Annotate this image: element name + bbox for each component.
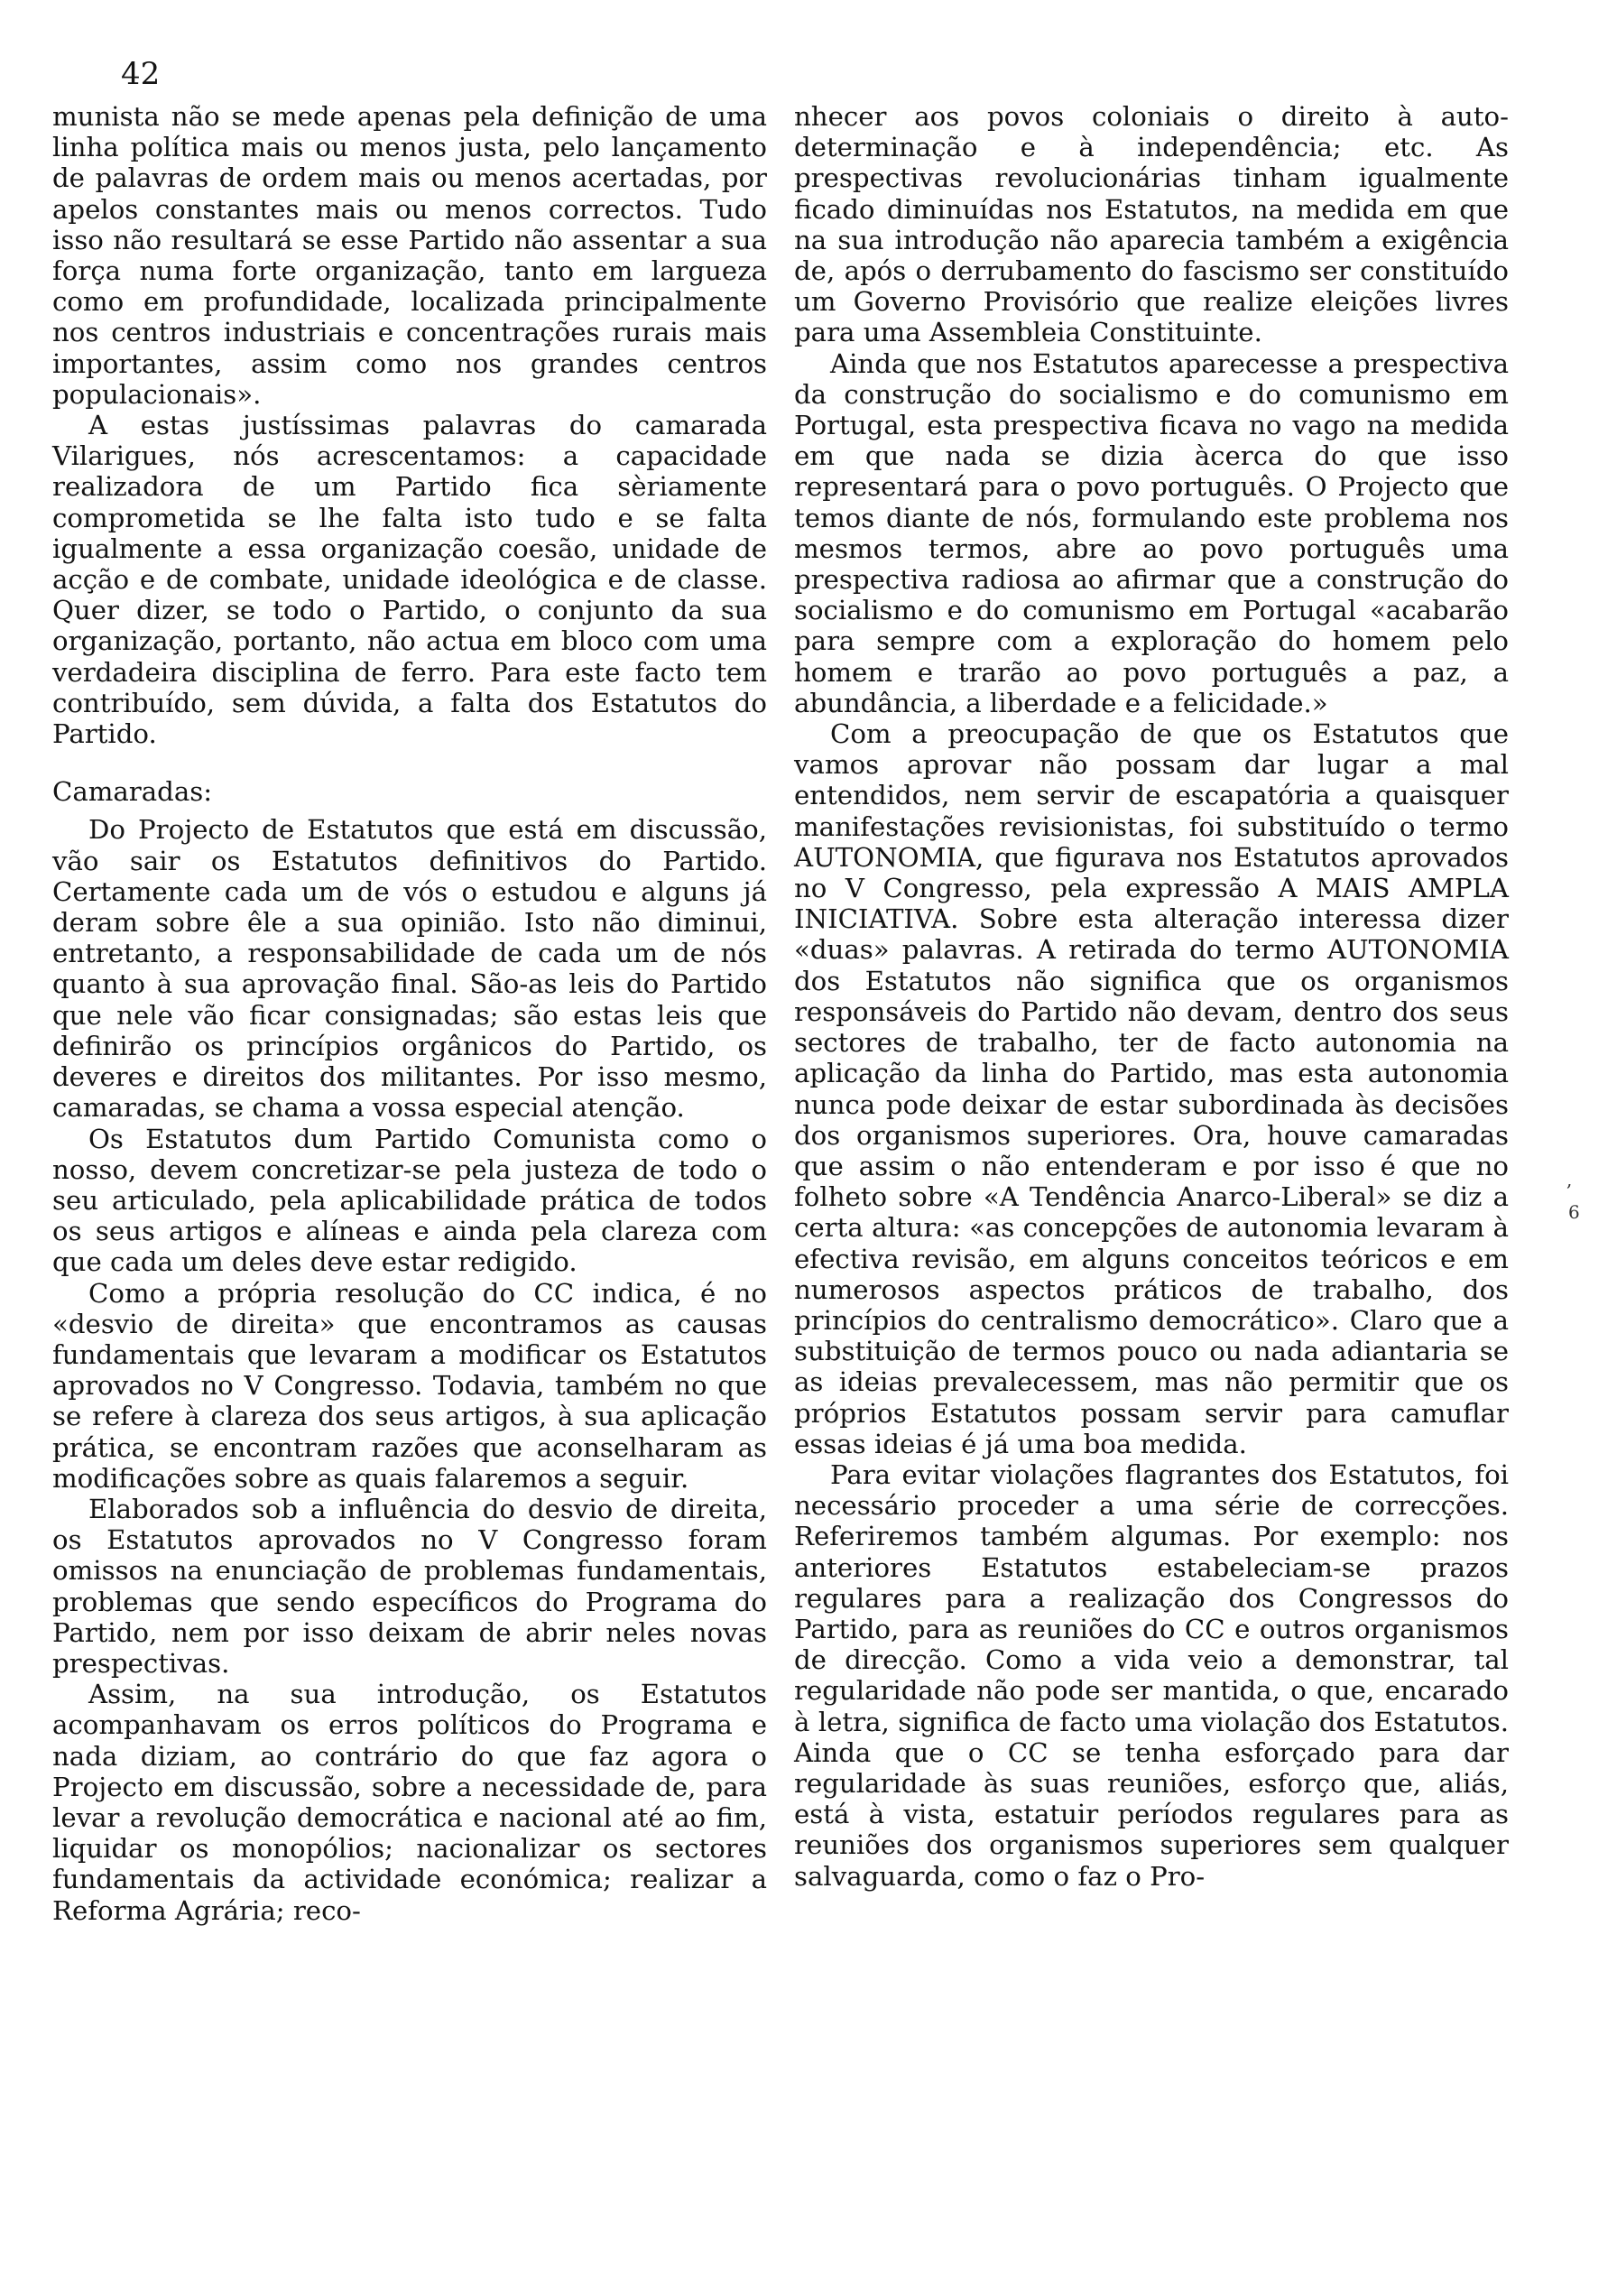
paragraph: Elaborados sob a influência do desvio de direita, os Estatutos aprovados no V Congresso foram omissos na enunciação de problemas fundamentais, problemas que sendo específicos do Programa do Partido, nem por isso deixam de abrir neles novas prespectivas. bbox=[52, 1493, 767, 1679]
page-number: 42 bbox=[121, 56, 161, 92]
paragraph: Ainda que nos Estatutos aparecesse a prespectiva da construção do socialismo e do comunismo em Portugal, esta prespectiva ficava no vago na medida em que nada se dizia àcerca do que isso representará para o povo português. O Projecto que temos diante de nós, formulando este problema nos mesmos termos, abre ao povo português uma prespectiva radiosa ao afirmar que a construção do socialismo e do comunismo em Portugal «acabarão para sempre com a exploração do homem pelo homem e trarão ao povo português a paz, a abundância, a liberdade e a felicidade.» bbox=[794, 347, 1509, 718]
paragraph: munista não se mede apenas pela definição de uma linha política mais ou menos justa, pelo lançamento de palavras de ordem mais ou menos acertadas, por apelos constantes mais ou menos correctos. Tudo isso não resultará se esse Partido não assentar a sua força numa forte organização, tanto em largueza como em profundidade, localizada principalmente nos centros industriais e concentrações rurais mais importantes, assim como nos grandes centros populacionais». bbox=[52, 101, 767, 410]
paragraph: Os Estatutos dum Partido Comunista como o nosso, devem concretizar-se pela justeza de todo o seu articulado, pela aplicabilidade prática de todos os seus artigos e alíneas e ainda pela clareza com que cada um deles deve estar redigido. bbox=[52, 1123, 767, 1278]
paragraph: Do Projecto de Estatutos que está em discussão, vão sair os Estatutos definitivos do Partido. Certamente cada um de vós o estudou e alguns já deram sobre êle a sua opinião. Isto não diminui, entretanto, a responsabilidade de cada um de nós quanto à sua aprovação final. São-as leis do Partido que nele vão ficar consignadas; são estas leis que definirão os princípios orgânicos do Partido, os deveres e direitos dos militantes. Por isso mesmo, camaradas, se chama a vossa especial atenção. bbox=[52, 814, 767, 1124]
section-heading: Camaradas: bbox=[52, 776, 213, 808]
paragraph: nhecer aos povos coloniais o direito à auto-determinação e à independência; etc. As prespectivas revolucionárias tinham igualmente ficado diminuídas nos Estatutos, na medida em que na sua introdução não aparecia também a exigência de, após o derrubamento do fascismo ser constituído um Governo Provisório que realize eleições livres para uma Assembleia Constituinte. bbox=[794, 101, 1509, 348]
paragraph: Para evitar violações flagrantes dos Estatutos, foi necessário proceder a uma série de correcções. Referiremos também algumas. Por exemplo: nos anteriores Estatutos estabeleciam-se prazos regulares para a realização dos Congressos do Partido, para as reuniões do CC e outros organismos de direcção. Como a vida veio a demonstrar, tal regularidade não pode ser mantida, o que, encarado à letra, significa de facto uma violação dos Estatutos. Ainda que o CC se tenha esforçado para dar regularidade às suas reuniões, esforço que, aliás, está à vista, estatuir períodos regulares para as reuniões dos organismos superiores sem qualquer salvaguarda, como o faz o Pro- bbox=[794, 1458, 1509, 1892]
paragraph: Com a preocupação de que os Estatutos que vamos aprovar não possam dar lugar a mal entendidos, nem servir de escapatória a quaisquer manifestações revisionistas, foi substituído o termo AUTONOMIA, que figurava nos Estatutos aprovados no V Congresso, pela expressão A MAIS AMPLA INICIATIVA. Sobre esta alteração interessa dizer «duas» palavras. A retirada do termo AUTONOMIA dos Estatutos não significa que os organismos responsáveis do Partido não devam, dentro dos seus sectores de trabalho, ter de facto autonomia na aplicação da linha do Partido, mas esta autonomia nunca pode deixar de estar subordinada às decisões dos organismos superiores. Ora, houve camaradas que assim o não entenderam e por isso é que no folheto sobre «A Tendência Anarco-Liberal» se diz a certa altura: «as concepções de autonomia levaram à efectiva revisão, em alguns conceitos teóricos e em numerosos aspectos práticos de trabalho, dos princípios do centralismo democrático». Claro que a substituição de termos pouco ou nada adiantaria se as ideias prevalecessem, mas não permitir que os próprios Estatutos possam servir para camuflar essas ideias é já uma boa medida. bbox=[794, 718, 1509, 1459]
paragraph: Assim, na sua introdução, os Estatutos acompanhavam os erros políticos do Programa e nada diziam, ao contrário do que faz agora o Projecto em discussão, sobre a necessidade de, para levar a revolução democrática e nacional até ao fim, liquidar os monopólios; nacionalizar os sectores fundamentais da actividade económica; realizar a Reforma Agrária; reco- bbox=[52, 1679, 767, 1926]
paragraph: Como a própria resolução do CC indica, é no «desvio de direita» que encontramos as causas fundamentais que levaram a modificar os Estatutos aprovados no V Congresso. Todavia, também no que se refere à clareza dos seus artigos, à sua aplicação prática, se encontram razões que aconselharam as modificações sobre as quais falaremos a seguir. bbox=[52, 1277, 767, 1494]
left-column bbox=[52, 101, 767, 1926]
margin-mark: 6 bbox=[1568, 1201, 1580, 1223]
right-column bbox=[794, 101, 1509, 1892]
paragraph: A estas justíssimas palavras do camarada Vilarigues, nós acrescentamos: a capacidade realizadora de um Partido fica sèriamente comprometida se lhe falta isto tudo e se falta igualmente a essa organização coesão, unidade de acção e de combate, unidade ideológica e de classe. Quer dizer, se todo o Partido, o conjunto da sua organização, portanto, não actua em bloco com uma verdadeira disciplina de ferro. Para este facto tem contribuído, sem dúvida, a falta dos Estatutos do Partido. bbox=[52, 410, 767, 750]
margin-mark: , bbox=[1566, 1169, 1573, 1190]
